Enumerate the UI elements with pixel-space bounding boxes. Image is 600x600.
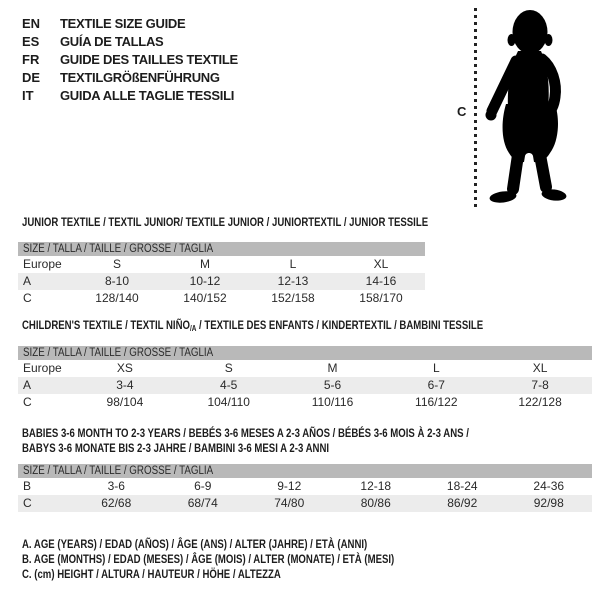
junior-table-title-text: JUNIOR TEXTILE / TEXTIL JUNIOR/ TEXTILE JUNIOR / JUNIORTEXTIL / JUNIOR TESSILE (22, 215, 429, 229)
size-cell: XS (116, 361, 133, 375)
size-cell: 24-36 (533, 479, 565, 493)
language-label: GUIDA ALLE TAGLIE TESSILI (60, 88, 235, 103)
height-measure-dotted-line (474, 8, 477, 207)
language-label: TEXTILE SIZE GUIDE (60, 16, 186, 31)
row-label: Europe (23, 361, 62, 375)
size-cell: 158/170 (359, 291, 403, 305)
size-header-bar (18, 242, 425, 256)
size-cell: XL (532, 361, 548, 375)
size-cell: 8-10 (104, 274, 130, 288)
junior-table-title (22, 216, 530, 229)
size-cell: 14-16 (365, 274, 397, 288)
table-row-age-months (18, 478, 592, 495)
language-code: EN (22, 16, 41, 31)
legend-line-a-text: A. AGE (YEARS) / EDAD (AÑOS) / ÂGE (ANS) / ALTER (JAHRE) / ETÀ (ANNI) (22, 537, 368, 551)
title-part-post: / TEXTILE DES ENFANTS / KINDERTEXTIL / BAMBINI TESSILE (196, 318, 484, 332)
babies-size-table (18, 464, 592, 512)
language-row (22, 69, 238, 87)
size-header-bar (18, 346, 592, 360)
language-code: IT (22, 88, 34, 103)
size-cell: 116/122 (415, 395, 458, 409)
title-part-pre: CHILDREN'S TEXTILE / TEXTIL NIÑO (22, 318, 190, 332)
size-header-text: SIZE / TALLA / TAILLE / GRÖSSE / TAGLIA (23, 347, 214, 359)
row-label: A (23, 378, 32, 392)
size-header-text: SIZE / TALLA / TAILLE / GRÖSSE / TAGLIA (23, 465, 214, 477)
table-row-europe (18, 256, 425, 273)
row-label: B (23, 479, 32, 493)
children-table-title-text (22, 319, 483, 335)
size-cell: 80/86 (360, 496, 391, 510)
size-cell: 110/116 (311, 395, 354, 409)
table-row-europe (18, 360, 592, 377)
size-cell: 86/92 (447, 496, 478, 510)
legend-line-b (22, 552, 487, 566)
title-part-sub: /A (189, 324, 197, 333)
size-cell: 5-6 (323, 378, 342, 392)
size-cell: 18-24 (446, 479, 478, 493)
size-cell: 98/104 (106, 395, 144, 409)
size-cell: S (224, 361, 233, 375)
size-cell: XL (373, 257, 389, 271)
legend-line-a (22, 537, 454, 551)
language-code: FR (22, 52, 40, 67)
table-row-age-years (18, 377, 592, 394)
language-row (22, 87, 238, 105)
size-cell: 128/140 (95, 291, 139, 305)
row-label: C (23, 395, 32, 409)
size-cell: 74/80 (274, 496, 305, 510)
size-cell: 140/152 (183, 291, 227, 305)
language-header (22, 15, 238, 105)
size-cell: M (327, 361, 338, 375)
size-cell: 104/110 (207, 395, 250, 409)
size-header-text: SIZE / TALLA / TAILLE / GRÖSSE / TAGLIA (23, 243, 214, 255)
language-row (22, 51, 238, 69)
legend-line-c-text: C. (cm) HEIGHT / ALTURA / HAUTEUR / HÖHE / ALTEZZA (22, 567, 281, 581)
row-label: C (23, 291, 32, 305)
table-row-height-cm (18, 495, 592, 512)
size-cell: 7-8 (531, 378, 549, 392)
size-cell: 3-6 (107, 479, 125, 493)
table-row-height-cm (18, 394, 592, 411)
children-table-title (22, 319, 598, 335)
junior-size-table (18, 242, 425, 307)
table-row-age-years (18, 273, 425, 290)
table-row-height-cm (18, 290, 425, 307)
size-header-bar (18, 464, 592, 478)
size-cell: 6-7 (427, 378, 445, 392)
size-cell: 152/158 (271, 291, 315, 305)
language-row (22, 33, 238, 51)
baby-silhouette-icon (482, 9, 570, 207)
size-cell: 3-4 (116, 378, 134, 392)
children-size-table (18, 346, 592, 411)
row-label: A (23, 274, 32, 288)
language-code: DE (22, 70, 41, 85)
babies-table-title-line1 (22, 427, 581, 440)
language-row (22, 15, 238, 33)
size-cell: 122/128 (518, 395, 562, 409)
row-label: C (23, 496, 32, 510)
size-cell: 68/74 (187, 496, 218, 510)
size-cell: 12-13 (277, 274, 309, 288)
size-cell: 12-18 (360, 479, 392, 493)
legend-line-b-text: B. AGE (MONTHS) / EDAD (MESES) / ÂGE (MOIS) / ALTER (MONATE) / ETÀ (MESI) (22, 552, 395, 566)
size-cell: M (200, 257, 210, 271)
row-label: Europe (23, 257, 62, 271)
babies-table-title-line2 (22, 442, 406, 455)
size-cell: L (289, 257, 297, 271)
height-measure-label: C (457, 104, 467, 119)
babies-table-title-text2: BABYS 3-6 MONATE BIS 2-3 JAHRE / BAMBINI 3-6 MESI A 2-3 ANNI (22, 441, 330, 455)
language-code: ES (22, 34, 40, 49)
language-label: GUIDE DES TAILLES TEXTILE (60, 52, 238, 67)
language-label: GUÍA DE TALLAS (60, 34, 164, 49)
size-cell: 92/98 (533, 496, 564, 510)
legend-line-c (22, 567, 346, 581)
size-cell: 4-5 (220, 378, 238, 392)
size-cell: S (112, 257, 121, 271)
babies-table-title-text1: BABIES 3-6 MONTH TO 2-3 YEARS / BEBÉS 3-6 MESES A 2-3 AÑOS / BÉBÉS 3-6 MOIS À 2-3 ANS / (22, 426, 469, 440)
size-cell: 62/68 (101, 496, 132, 510)
size-cell: 10-12 (189, 274, 221, 288)
size-cell: 9-12 (277, 479, 302, 493)
size-cell: 6-9 (194, 479, 212, 493)
size-cell: L (432, 361, 440, 375)
language-label: TEXTILGRÖßENFÜHRUNG (60, 70, 220, 85)
